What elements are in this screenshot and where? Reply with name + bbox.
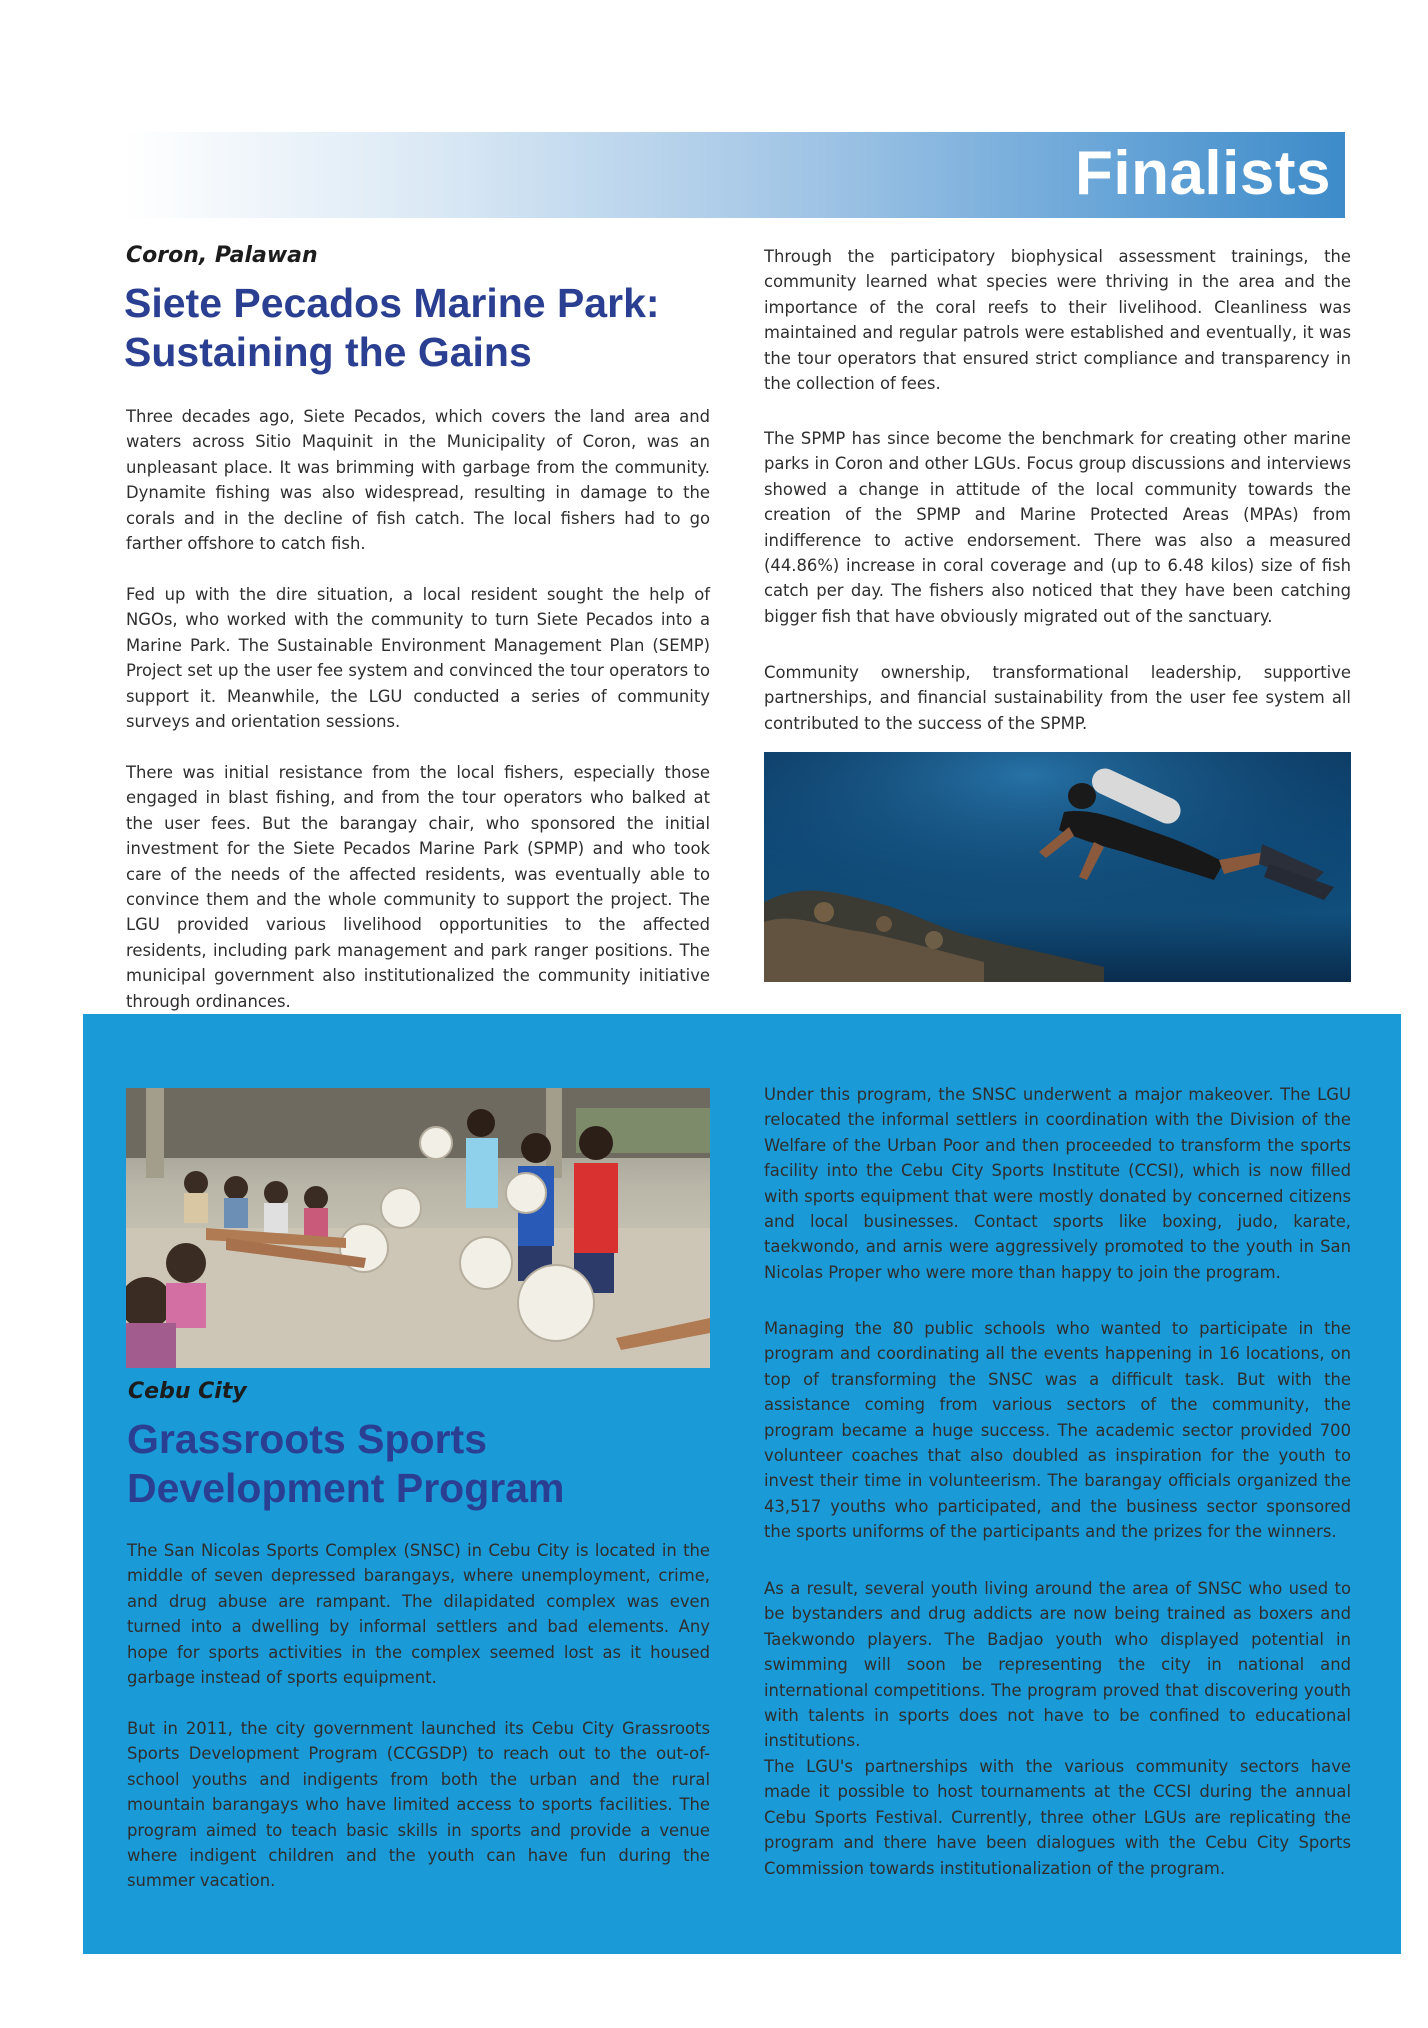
article1-paragraph-5: The SPMP has since become the benchmark for creating other marine parks in Coron and other LGUs. Focus group discussions and interviews showed a change in attitude of the local community towards the creation of the SPMP and Marine Protected Areas (MPAs) from indifference to active endorsement. There was also a measured (44.86%) increase in coral coverage and (up to 6.48 kilos) size of fish catch per day. The fishers also noticed that they have been catching bigger fish that have obviously migrated out of the sanctuary. xyxy=(764,429,1351,626)
section-banner xyxy=(124,132,1345,218)
article2-paragraph-5: As a result, several youth living around the area of SNSC who used to be bystanders and drug addicts are now being trained as boxers and Taekwondo players. The Badjao youth who displayed potential in swimming will soon be representing the city in national and international competitions. The program proved that discovering youth with talents in sports does not have to be confined to educational institutions. xyxy=(764,1579,1351,1751)
article1-paragraph-3: There was initial resistance from the local fishers, especially those engaged in blast fishing, and from the tour operators who balked at the user fees. But the barangay chair, who sponsored the initial investment for the Siete Pecados Marine Park (SPMP) and who took care of the needs of the affected residents, was eventually able to convince them and the whole community to support the project. The LGU provided various livelihood opportunities to the affected residents, including park management and park ranger positions. The municipal government also institutionalized the community initiative through ordinances. xyxy=(126,763,710,1011)
diver-photo xyxy=(764,752,1351,982)
article2-paragraph-2: But in 2011, the city government launched its Cebu City Grassroots Sports Development Program (CCGSDP) to reach out to the out-of-school youths and indigents from both the urban and the rural mountain barangays who have limited access to sports facilities. The program aimed to teach basic skills in sports and provide a venue where indigent children and the youth can have fun during the summer vacation. xyxy=(127,1719,710,1891)
article2-paragraph-6: The LGU's partnerships with the various community sectors have made it possible to host tournaments at the CCSI during the annual Cebu Sports Festival. Currently, three other LGUs are replicating the program and there have been dialogues with the Cebu City Sports Commission towards institutionalization of the program. xyxy=(764,1757,1351,1878)
article1-location: Coron, Palawan xyxy=(126,243,318,268)
article1-paragraph-1: Three decades ago, Siete Pecados, which covers the land area and waters across Sitio Maquinit in the Municipality of Coron, was an unpleasant place. It was brimming with garbage from the community. Dynamite fishing was also widespread, resulting in damage to the corals and in the decline of fish catch. The local fishers had to go farther offshore to catch fish. xyxy=(126,407,710,554)
article2-title-line1: Grassroots Sports xyxy=(127,1416,487,1462)
article2-title-line2: Development Program xyxy=(127,1465,565,1511)
article1-paragraph-2: Fed up with the dire situation, a local resident sought the help of NGOs, who worked with the community to turn Siete Pecados into a Marine Park. The Sustainable Environment Management Plan (SEMP) Project set up the user fee system and convinced the tour operators to support it. Meanwhile, the LGU conducted a series of community surveys and orientation sessions. xyxy=(126,585,710,732)
kids-sports-photo xyxy=(126,1088,710,1368)
article2-paragraph-1: The San Nicolas Sports Complex (SNSC) in Cebu City is located in the middle of seven depressed barangays, where unemployment, crime, and drug abuse are rampant. The dilapidated complex was even turned into a dwelling by informal settlers and bad elements. Any hope for sports activities in the complex seemed lost as it housed garbage instead of sports equipment. xyxy=(127,1541,710,1688)
article1-title-line1: Siete Pecados Marine Park: xyxy=(124,280,660,326)
article2-paragraph-3: Under this program, the SNSC underwent a major makeover. The LGU relocated the informal settlers in coordination with the Division of the Welfare of the Urban Poor and then proceeded to transform the sports facility into the Cebu City Sports Institute (CCSI), which is now filled with sports equipment that were mostly donated by concerned citizens and local businesses. Contact sports like boxing, judo, karate, taekwondo, and arnis were aggressively promoted to the youth in San Nicolas Proper who were more than happy to join the program. xyxy=(764,1085,1351,1282)
article2-title xyxy=(127,1415,727,1513)
article1-title-line2: Sustaining the Gains xyxy=(124,329,532,375)
article1-title xyxy=(124,279,724,377)
banner-title: Finalists xyxy=(1074,139,1331,208)
article1-paragraph-4: Through the participatory biophysical assessment trainings, the community learned what species were thriving in the area and the importance of the coral reefs to their livelihood. Cleanliness was maintained and regular patrols were established and eventually, it was the tour operators that ensured strict compliance and transparency in the collection of fees. xyxy=(764,247,1351,394)
article2-location: Cebu City xyxy=(128,1379,247,1404)
article2-paragraph-4: Managing the 80 public schools who wanted to participate in the program and coordinating all the events happening in 16 locations, on top of transforming the SNSC was a difficult task. But with the assistance coming from various sectors of the community, the program became a huge success. The academic sector provided 700 volunteer coaches that also doubled as inspiration for the youth to invest their time in volunteerism. The barangay officials organized the 43,517 youths who participated, and the business sector sponsored the sports uniforms of the participants and the prizes for the winners. xyxy=(764,1319,1351,1542)
article1-paragraph-6: Community ownership, transformational leadership, supportive partnerships, and financial sustainability from the user fee system all contributed to the success of the SPMP. xyxy=(764,663,1351,733)
